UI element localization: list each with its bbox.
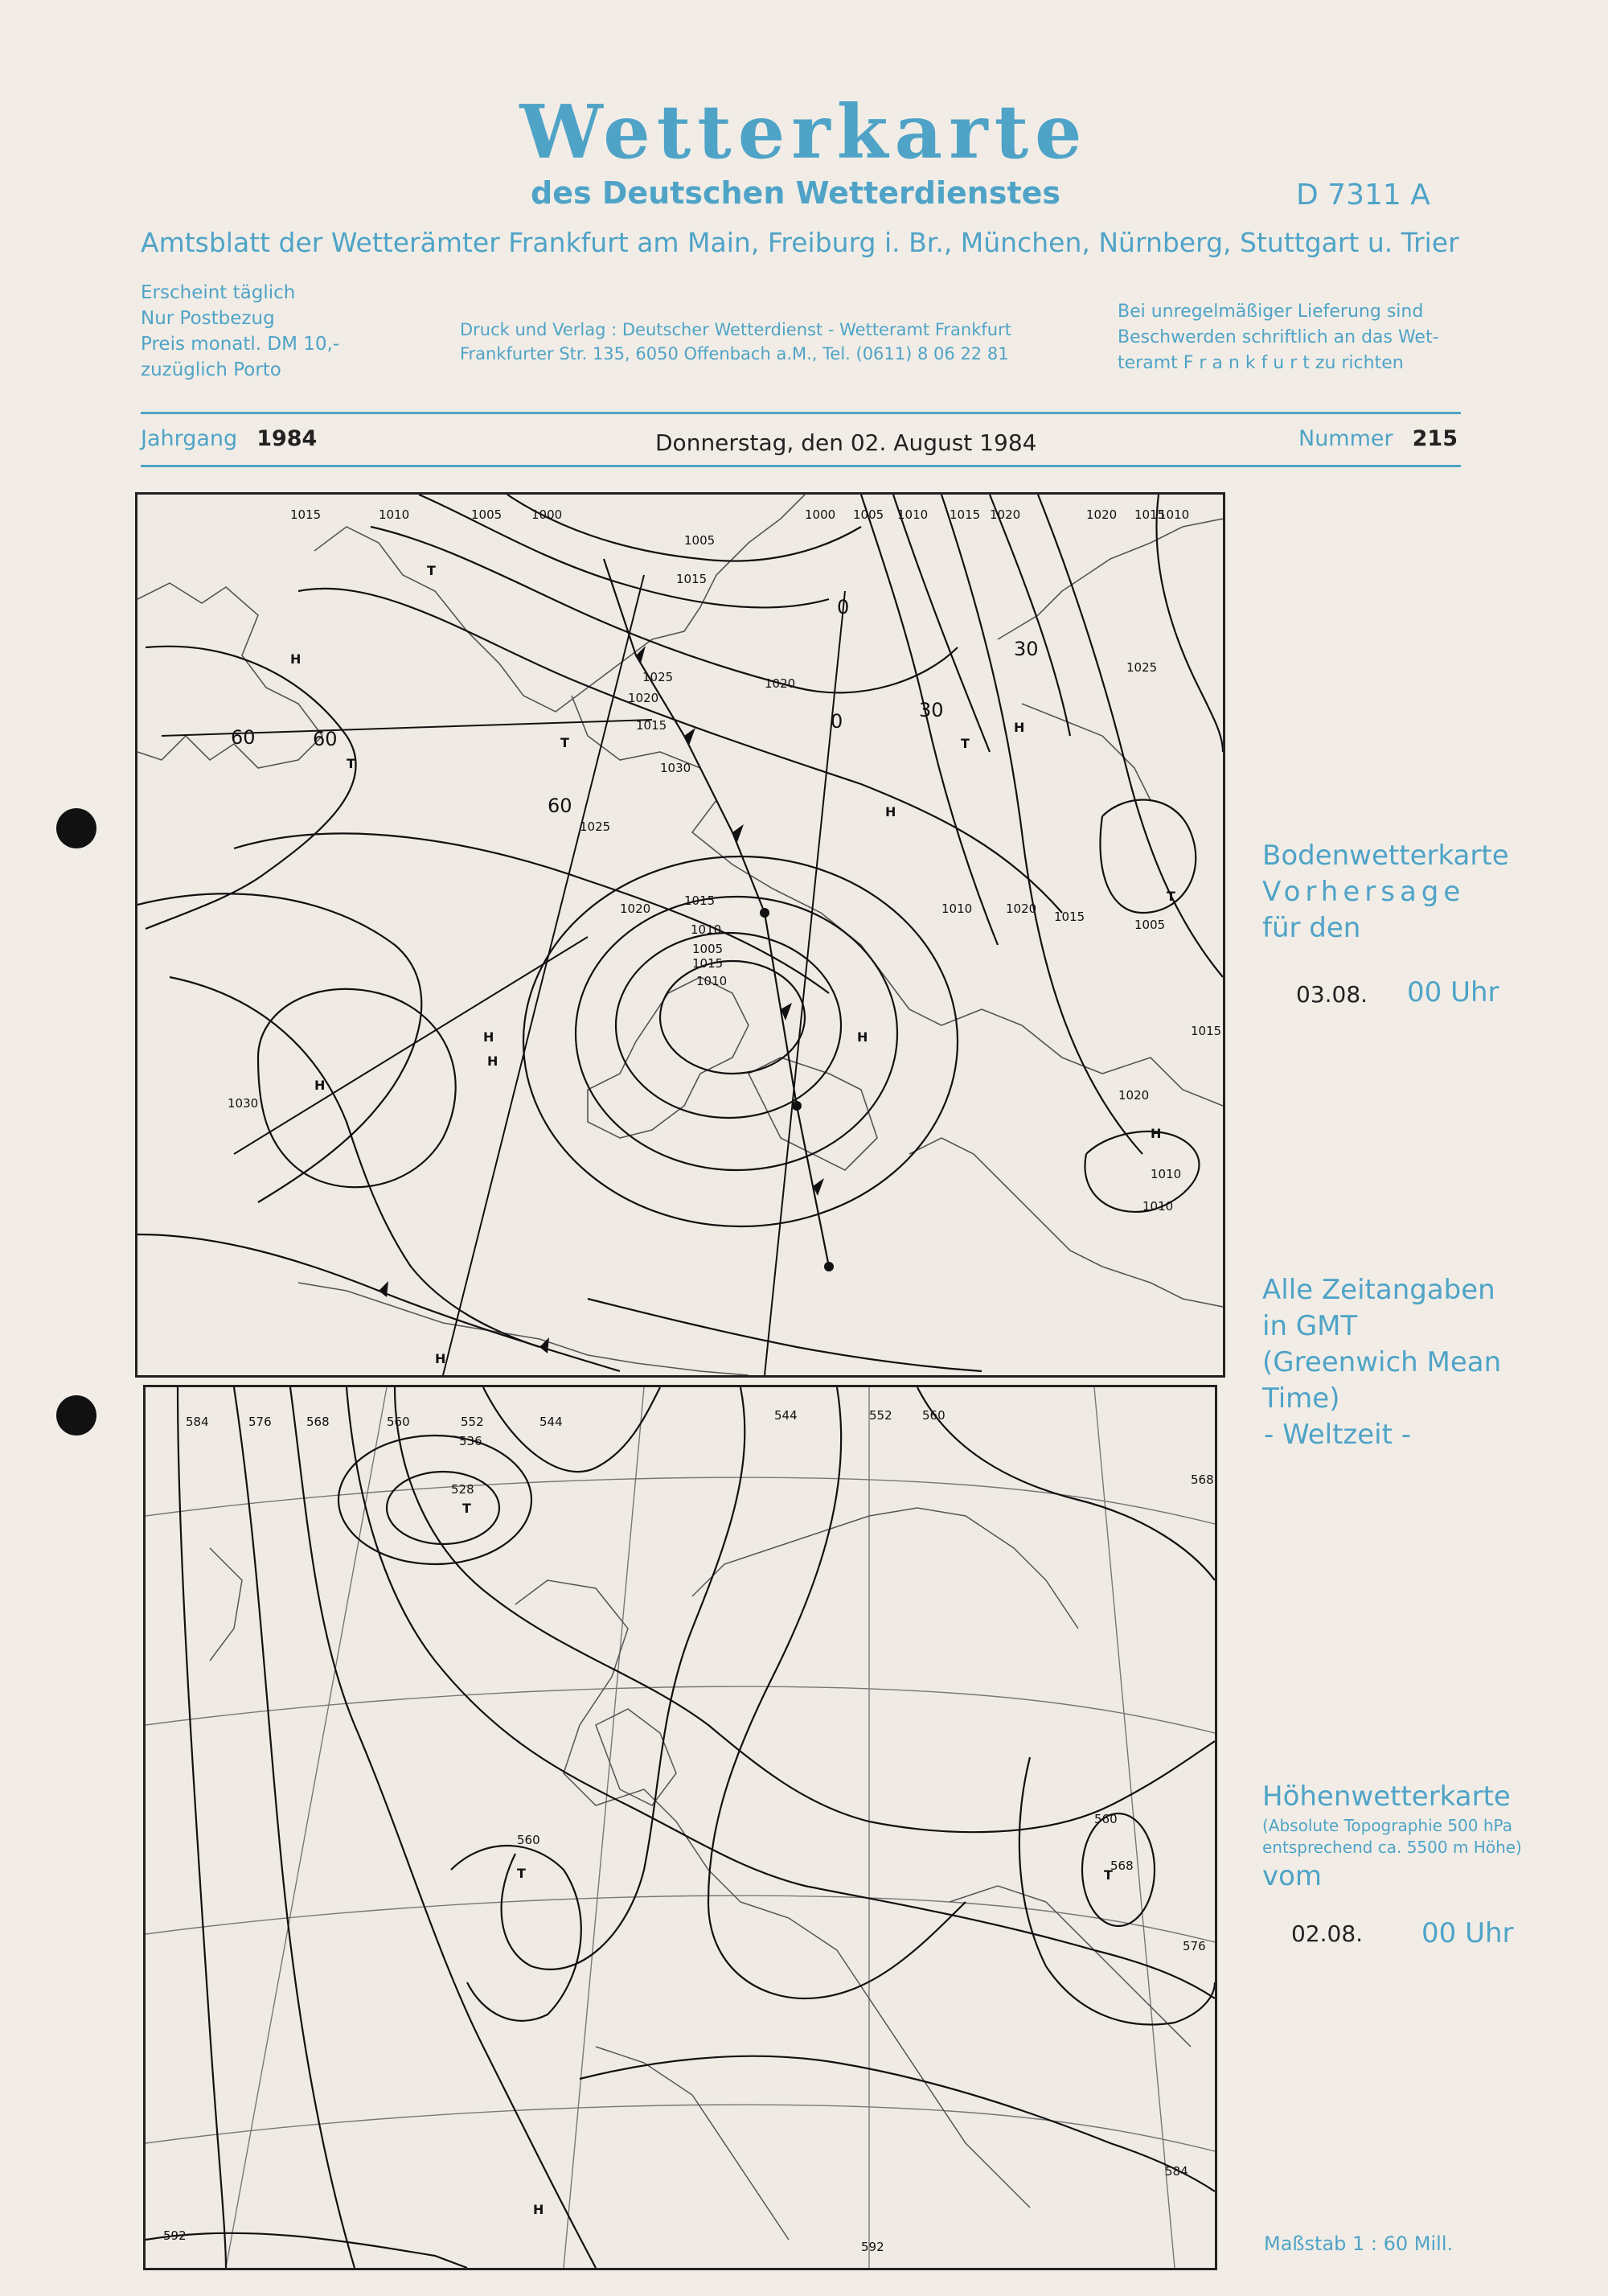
isobar-label: 1015 bbox=[692, 956, 724, 971]
amtsblatt-line: Amtsblatt der Wetterämter Frankfurt am Main, Freiburg i. Br., München, Nürnberg, Stuttgart u. Trier bbox=[141, 227, 1459, 258]
header-rule-bottom bbox=[141, 465, 1461, 467]
contour-label: 592 bbox=[163, 2228, 187, 2243]
isobar-label: 1020 bbox=[628, 691, 659, 705]
contour-label: 544 bbox=[774, 1408, 798, 1423]
isobar-label: 1010 bbox=[691, 922, 722, 937]
isobar-label: 1000 bbox=[531, 507, 563, 522]
coastlines bbox=[210, 1508, 1191, 2240]
surface-map-time: 00 Uhr bbox=[1407, 976, 1499, 1008]
time-note bbox=[1262, 1272, 1501, 1453]
isobar-label: 1020 bbox=[990, 507, 1021, 522]
contour-label: 536 bbox=[459, 1434, 482, 1448]
pressure-center-letter: H bbox=[857, 1029, 868, 1045]
time-note-line: - Weltzeit - bbox=[1264, 1419, 1412, 1451]
complaint-info bbox=[1118, 299, 1439, 376]
isobar-label: 1015 bbox=[676, 572, 708, 586]
contour-label: 576 bbox=[1183, 1939, 1206, 1953]
publisher-line: Druck und Verlag : Deutscher Wetterdienst - Wetteramt Frankfurt bbox=[460, 320, 1011, 339]
line-label: 60 bbox=[231, 726, 256, 749]
subscription-line: Preis monatl. DM 10,- bbox=[141, 334, 340, 355]
subscription-line: zuzüglich Porto bbox=[141, 359, 281, 380]
punch-hole-top bbox=[56, 808, 96, 848]
isobar-label: 1020 bbox=[620, 902, 651, 916]
jahrgang-label: Jahrgang bbox=[141, 426, 238, 451]
isobar-label: 1005 bbox=[692, 942, 724, 956]
isobar-label: 1015 bbox=[950, 507, 981, 522]
contour-label: 584 bbox=[186, 1415, 209, 1429]
isobar-label: 1020 bbox=[1006, 902, 1037, 916]
jahrgang-value: 1984 bbox=[256, 426, 318, 451]
isobar-label: 1010 bbox=[696, 974, 728, 988]
subscription-info bbox=[141, 280, 339, 383]
upper-map-note: entsprechend ca. 5500 m Höhe) bbox=[1262, 1838, 1522, 1857]
publisher-line: Frankfurter Str. 135, 6050 Offenbach a.M., Tel. (0611) 8 06 22 81 bbox=[460, 344, 1009, 363]
isobar-label: 1010 bbox=[1142, 1199, 1174, 1214]
pressure-center-letter: H bbox=[885, 804, 896, 819]
contour-label: 560 bbox=[387, 1415, 410, 1429]
pressure-center-letter: T bbox=[427, 563, 436, 578]
surface-map-forecast: Vorhersage bbox=[1262, 876, 1466, 908]
isobar-label: 1025 bbox=[1126, 660, 1158, 675]
isobar-label: 1020 bbox=[1086, 507, 1118, 522]
map-scale: Maßstab 1 : 60 Mill. bbox=[1264, 2232, 1454, 2255]
isobar-label: 1000 bbox=[805, 507, 836, 522]
pressure-center-letter: H bbox=[435, 1351, 446, 1366]
isobar-label: 1015 bbox=[684, 893, 716, 908]
isobar-label: 1010 bbox=[1151, 1167, 1182, 1181]
pressure-center-letter: T bbox=[462, 1501, 471, 1516]
isobar-label: 1010 bbox=[379, 507, 410, 522]
isobar-label: 1020 bbox=[1118, 1088, 1150, 1103]
time-note-line: Alle Zeitangaben bbox=[1262, 1274, 1495, 1306]
contour-label: 568 bbox=[1191, 1472, 1214, 1487]
surface-labels bbox=[228, 507, 1221, 1366]
issue-date: Donnerstag, den 02. August 1984 bbox=[655, 429, 1037, 456]
pressure-center-letter: T bbox=[560, 735, 569, 750]
complaint-line: teramt F r a n k f u r t zu richten bbox=[1118, 353, 1404, 373]
line-label: 30 bbox=[1014, 638, 1039, 660]
pressure-center-letter: H bbox=[533, 2202, 544, 2217]
time-note-line: in GMT bbox=[1262, 1310, 1358, 1342]
surface-map-date: 03.08. bbox=[1296, 981, 1368, 1008]
pressure-center-letter: H bbox=[1014, 720, 1025, 735]
upper-map-caption bbox=[1262, 1779, 1522, 1895]
subscription-line: Erscheint täglich bbox=[141, 282, 296, 303]
surface-map-drawing bbox=[137, 495, 1223, 1375]
isobar-label: 1010 bbox=[1159, 507, 1190, 522]
isobar-label: 1030 bbox=[660, 761, 691, 775]
contour-label: 584 bbox=[1165, 2164, 1188, 2179]
contour-label: 544 bbox=[539, 1415, 563, 1429]
upper-map-time: 00 Uhr bbox=[1421, 1917, 1514, 1949]
isobar-label: 1005 bbox=[684, 533, 716, 548]
pressure-center-letter: T bbox=[347, 756, 355, 771]
complaint-line: Beschwerden schriftlich an das Wet- bbox=[1118, 327, 1439, 347]
surface-map-for: für den bbox=[1262, 912, 1361, 944]
pressure-center-letter: H bbox=[483, 1029, 494, 1045]
isobar-label: 1015 bbox=[636, 718, 667, 733]
contour-label: 552 bbox=[461, 1415, 484, 1429]
isobar-label: 1015 bbox=[1054, 910, 1085, 924]
pressure-center-letter: H bbox=[314, 1078, 326, 1093]
contour-label: 560 bbox=[1094, 1812, 1118, 1826]
contour-label: 568 bbox=[306, 1415, 330, 1429]
contour-label: 568 bbox=[1110, 1859, 1134, 1873]
publisher-info bbox=[460, 318, 1011, 366]
upper-map-title: Höhenwetterkarte bbox=[1262, 1781, 1511, 1813]
subscription-line: Nur Postbezug bbox=[141, 308, 275, 329]
pressure-center-letter: H bbox=[1151, 1126, 1162, 1141]
time-note-line: (Greenwich Mean bbox=[1262, 1346, 1502, 1378]
line-label: 0 bbox=[837, 596, 850, 618]
isobar-label: 1015 bbox=[1191, 1024, 1222, 1038]
contour-label: 576 bbox=[248, 1415, 272, 1429]
isobar-label: 1030 bbox=[228, 1096, 259, 1111]
surface-weather-map bbox=[135, 492, 1225, 1378]
contour-label: 592 bbox=[861, 2240, 884, 2254]
isobar-label: 1005 bbox=[1134, 918, 1166, 932]
pressure-center-letter: T bbox=[1167, 889, 1175, 904]
line-label: 30 bbox=[919, 699, 944, 721]
line-label: 60 bbox=[548, 795, 572, 817]
isobar-label: 1025 bbox=[642, 670, 674, 684]
upper-map-note: (Absolute Topographie 500 hPa bbox=[1262, 1816, 1512, 1835]
pressure-center-letter: H bbox=[290, 651, 302, 667]
complaint-line: Bei unregelmäßiger Lieferung sind bbox=[1118, 302, 1424, 322]
upper-map-vom: vom bbox=[1262, 1860, 1323, 1892]
punch-hole-bottom bbox=[56, 1395, 96, 1436]
coastlines bbox=[137, 495, 1223, 1375]
isobar-label: 1015 bbox=[1134, 507, 1166, 522]
nummer-label: Nummer bbox=[1298, 426, 1393, 451]
nummer bbox=[1298, 426, 1458, 451]
isobar-label: 1020 bbox=[765, 676, 796, 691]
contour-label: 560 bbox=[517, 1833, 540, 1847]
header-rule-top bbox=[141, 412, 1461, 414]
fronts bbox=[137, 559, 834, 1371]
nummer-value: 215 bbox=[1412, 426, 1458, 451]
upper-map-drawing bbox=[146, 1387, 1215, 2268]
line-label: 60 bbox=[313, 728, 338, 750]
contour-label: 528 bbox=[451, 1482, 474, 1497]
meridians bbox=[162, 575, 845, 1375]
publication-code: D 7311 A bbox=[1296, 179, 1430, 212]
time-note-line: Time) bbox=[1262, 1382, 1340, 1415]
contour-label: 552 bbox=[869, 1408, 892, 1423]
isobar-label: 1015 bbox=[290, 507, 322, 522]
pressure-center-letter: T bbox=[517, 1866, 526, 1881]
contour-label: 560 bbox=[922, 1408, 946, 1423]
jahrgang bbox=[141, 426, 317, 451]
masthead-subtitle: des Deutschen Wetterdienstes bbox=[531, 175, 1061, 211]
surface-map-caption bbox=[1262, 838, 1509, 947]
line-label: 0 bbox=[831, 710, 843, 733]
masthead-title: Wetterkarte bbox=[519, 88, 1089, 175]
isobar-label: 1010 bbox=[897, 507, 929, 522]
upper-air-map bbox=[143, 1385, 1217, 2270]
upper-map-date: 02.08. bbox=[1291, 1920, 1364, 1947]
pressure-center-letter: T bbox=[961, 736, 970, 751]
isobar-label: 1005 bbox=[853, 507, 884, 522]
isobar-label: 1025 bbox=[580, 819, 611, 834]
isobar-label: 1005 bbox=[471, 507, 503, 522]
isobar-label: 1010 bbox=[941, 902, 973, 916]
surface-map-title: Bodenwetterkarte bbox=[1262, 840, 1509, 872]
pressure-center-letter: T bbox=[1104, 1867, 1113, 1883]
pressure-center-letter: H bbox=[487, 1054, 498, 1069]
